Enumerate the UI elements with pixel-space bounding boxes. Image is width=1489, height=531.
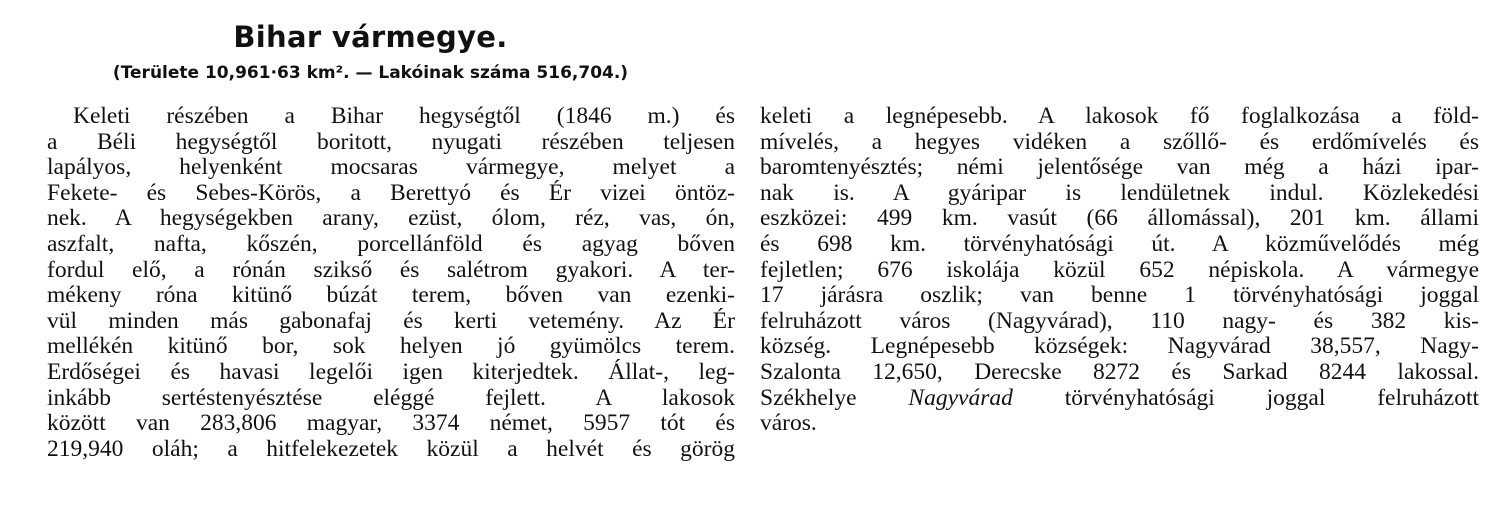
text-line: fejletlen; 676 iskolája közül 652 népiskola. A vármegye bbox=[760, 256, 1479, 283]
page-title: Bihar vármegye. bbox=[233, 20, 508, 54]
text-line: 17 járásra oszlik; van benne 1 törvényhatósági joggal bbox=[760, 282, 1479, 309]
right-column bbox=[760, 104, 1479, 437]
text-line: város. bbox=[760, 410, 817, 437]
text-line: vül minden más gabonafaj és kerti vetemény. Az Ér bbox=[47, 307, 735, 334]
text-line: mékeny róna kitünő búzát terem, bőven van ezenki- bbox=[47, 282, 735, 309]
text-line: nek. A hegységekben arany, ezüst, ólom, réz, vas, ón, bbox=[47, 205, 735, 232]
text-line: lapályos, helyenként mocsaras vármegye, melyet a bbox=[47, 154, 735, 181]
seat-line-after: törvényhatósági joggal felruházott bbox=[1012, 384, 1479, 411]
text-line: Szalonta 12,650, Derecske 8272 és Sarkad 8244 lakossal. bbox=[760, 358, 1479, 385]
text-line: mellékén kitünő bor, sok helyen jó gyümölcs terem. bbox=[47, 333, 735, 360]
text-line: Keleti részében a Bihar hegységtől (1846 m.) és bbox=[73, 103, 735, 129]
text-line: község. Legnépesebb községek: Nagyvárad 38,557, Nagy- bbox=[760, 333, 1479, 360]
seat-line-before: Székhelye bbox=[760, 384, 909, 411]
text-line: mívelés, a hegyes vidéken a szőllő- és erdőmívelés és bbox=[760, 128, 1479, 155]
text-line: keleti a legnépesebb. A lakosok fő foglalkozása a föld- bbox=[760, 103, 1479, 129]
text-line: és 698 km. törvényhatósági út. A közművelődés még bbox=[760, 230, 1479, 257]
text-line: nak is. A gyáripar is lendületnek indul. Közlekedési bbox=[760, 179, 1479, 206]
text-line: Fekete- és Sebes-Körös, a Berettyó és Ér vizei öntöz- bbox=[47, 179, 735, 206]
text-line: eszközei: 499 km. vasút (66 állomással), 201 km. állami bbox=[760, 205, 1479, 232]
text-line: aszfalt, nafta, kőszén, porcellánföld és agyag bőven bbox=[47, 230, 735, 257]
text-line: között van 283,806 magyar, 3374 német, 5957 tót és bbox=[47, 410, 735, 437]
text-line: inkább sertéstenyésztése eléggé fejlett. A lakosok bbox=[47, 384, 735, 411]
left-column bbox=[47, 104, 735, 462]
text-line: baromtenyésztés; némi jelentősége van még a házi ipar- bbox=[760, 154, 1479, 181]
page-subtitle: (Területe 10,961·63 km². — Lakóinak száma 516,704.) bbox=[112, 63, 629, 83]
text-line: 219,940 oláh; a hitfelekezetek közül a helvét és görög bbox=[47, 435, 735, 462]
text-line: felruházott város (Nagyvárad), 110 nagy- és 382 kis- bbox=[760, 307, 1479, 334]
seat-line bbox=[760, 386, 1479, 412]
text-line: fordul elő, a rónán szikső és salétrom gyakori. A ter- bbox=[47, 256, 735, 283]
seat-city-name: Nagyvárad bbox=[908, 384, 1013, 411]
text-line: Erdőségei és havasi legelői igen kiterjedtek. Állat-, leg- bbox=[47, 358, 735, 385]
text-line: a Béli hegységtől boritott, nyugati részében teljesen bbox=[47, 128, 735, 155]
